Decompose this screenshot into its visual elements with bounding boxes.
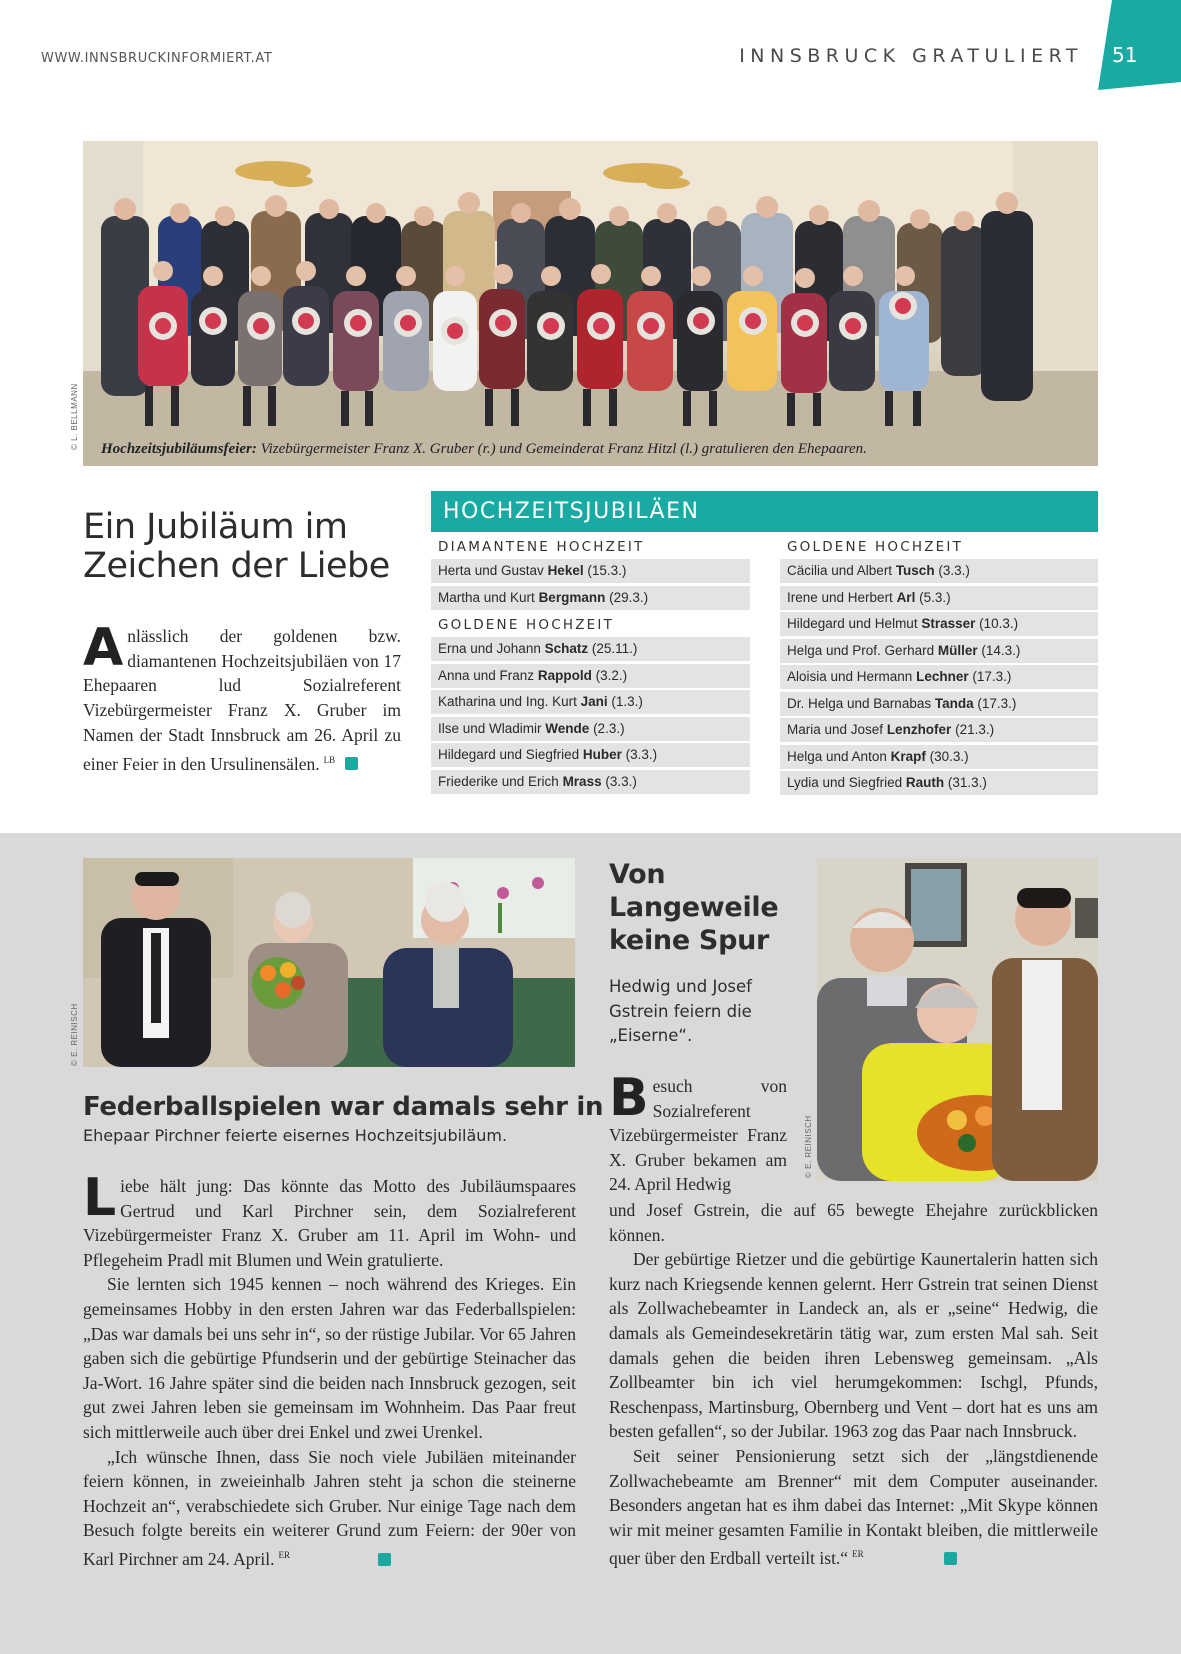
jubilee-category: GOLDENE HOCHZEIT — [787, 539, 964, 555]
couple-first-names: Aloisia und Hermann — [787, 669, 917, 684]
left-article-title: Federballspielen war damals sehr in — [83, 1092, 604, 1122]
couple-surname: Bergmann — [538, 589, 606, 605]
couple-first-names: Friederike und Erich — [438, 773, 563, 789]
jubilee-date: (2.3.) — [589, 720, 625, 736]
caption-bold: Hochzeitsjubiläumsfeier: — [101, 441, 257, 457]
jubilee-row — [431, 637, 750, 661]
group-photo-caption — [101, 441, 1088, 458]
dropcap: L — [83, 1168, 117, 1228]
page-number: 51 — [1112, 43, 1138, 67]
couple-surname: Lenzhofer — [886, 722, 952, 737]
end-mark — [378, 1553, 391, 1566]
jubilee-row — [431, 559, 750, 583]
jubilee-date: (15.3.) — [583, 563, 627, 578]
couple-first-names: Helga und Prof. Gerhard — [787, 642, 938, 658]
jubilee-date: (10.3.) — [975, 616, 1019, 631]
left-paragraph-1 — [83, 1168, 576, 1272]
right-article-lead — [609, 1068, 787, 1197]
author-signature: LB — [323, 754, 336, 765]
main-headline: Ein Jubiläum im Zeichen der Liebe — [83, 507, 390, 586]
jubilee-row — [780, 665, 1098, 689]
paragraph-text: iebe hält jung: Das könnte das Motto des Jubiläumspaares Gertrud und Karl Pirchner sein, dem Sozialreferent Vizebürgermeister Franz X. Gruber am 11. April im Wohn- und Pflegeheim Pradl mit Blumen und Wein gratulierte. — [83, 1176, 576, 1270]
couple-surname: Tusch — [895, 563, 935, 578]
couple-first-names: Hildegard und Helmut — [787, 616, 922, 631]
paragraph-text: Seit seiner Pensionierung setzt sich der „längstdienende Zollwachebeamte am Brenner“ mit dem Computer auseinander. Besonders angetan hat es ihm dabei das Internet: „Mit Skype können wir mit meiner gesamten Familie in Kontakt bleiben, die mittlerweile quer über den Erdball verteilt ist.“ — [609, 1445, 1098, 1569]
couple-surname: Rappold — [537, 667, 592, 683]
jubilee-date: (3.3.) — [934, 563, 970, 578]
intro-text: nlässlich der goldenen bzw. diamantenen Hochzeitsjubiläen von 17 Ehepaaren lud Sozialreferent Vizebürgermeister Franz X. Gruber im Namen der Stadt Innsbruck am 26. April zu einer Feier in den Ursulinensälen. — [83, 626, 401, 774]
couple-first-names: Lydia und Siegfried — [787, 775, 906, 790]
jubilee-row — [431, 690, 750, 714]
couple-first-names: Maria und Josef — [787, 722, 887, 737]
couple-surname: Krapf — [890, 748, 926, 764]
couple-first-names: Herta und Gustav — [438, 563, 548, 578]
jubilee-date: (31.3.) — [944, 775, 987, 790]
jubilee-date: (17.3.) — [968, 669, 1012, 684]
jubilee-column-right — [780, 534, 1098, 798]
section-title: INNSBRUCK GRATULIERT — [739, 45, 1083, 67]
couple-first-names: Anna und Franz — [438, 667, 538, 683]
couple-surname: Lechner — [916, 669, 969, 684]
main-intro — [83, 618, 401, 776]
couple-surname: Schatz — [544, 641, 589, 656]
jubilee-row — [431, 717, 750, 741]
right-article-body — [609, 1198, 1098, 1571]
couple-surname: Hekel — [547, 563, 584, 578]
left-paragraph-2: Sie lernten sich 1945 kennen – noch während des Krieges. Ein gemeinsames Hobby in den ersten Jahren war das Federballspielen: „Das war damals bei uns sehr in“, so der rüstige Jubilar. Vor 65 Jahren gaben sich die gebürtige Pfundserin und der gebürtige Steinacher das Ja-Wort. 16 Jahre später sind die beiden nach Innsbruck gezogen, seit gut zwei Jahren leben sie gemeinsam im Wohnheim. Das Paar freut sich mittlerweile auch über drei Enkel und zwei Urenkel. — [83, 1274, 576, 1442]
page-number-tab — [1098, 0, 1181, 90]
jubilee-row — [780, 639, 1098, 663]
paragraph-text: „Ich wünsche Ihnen, dass Sie noch viele Jubiläen miteinander feiern können, in zweieinhalb Jahren steht ja schon die steinerne Hochzeit an“, verabschiedete sich Gruber. Nur einige Tage nach dem Besuch folgte bereits ein weiterer Grund zum Feiern: der 90er von Karl Pirchner am 24. April. — [83, 1446, 576, 1569]
jubilee-row — [780, 612, 1098, 636]
dropcap: B — [609, 1068, 649, 1128]
couple-surname: Tanda — [934, 695, 974, 711]
couple-first-names: Hildegard und Siegfried — [438, 747, 583, 762]
caption-text: Vizebürgermeister Franz X. Gruber (r.) und Gemeinderat Franz Hitzl (l.) gratulieren den Ehepaaren. — [256, 441, 867, 457]
jubilee-date: (1.3.) — [607, 694, 643, 709]
couple-surname: Wende — [545, 720, 590, 736]
couple-first-names: Ilse und Wladimir — [438, 720, 546, 736]
couple-first-names: Irene und Herbert — [787, 589, 897, 605]
couple-surname: Rauth — [905, 775, 945, 790]
couple-surname: Müller — [937, 642, 978, 658]
right-article-title: Von Langeweile keine Spur — [609, 859, 779, 956]
site-url: WWW.INNSBRUCKINFORMIERT.AT — [41, 51, 273, 66]
couple-first-names: Martha und Kurt — [438, 589, 539, 605]
jubilee-row — [780, 718, 1098, 742]
left-article-subtitle: Ehepaar Pirchner feierte eisernes Hochzeitsjubiläum. — [83, 1126, 508, 1145]
couple-surname: Huber — [582, 747, 622, 762]
jubilee-row — [780, 559, 1098, 583]
group-photo — [83, 141, 1098, 466]
end-mark — [944, 1552, 957, 1565]
couple-surname: Mrass — [562, 773, 602, 789]
couple-first-names: Dr. Helga und Barnabas — [787, 695, 935, 711]
author-signature: ER — [852, 1549, 864, 1560]
couple-first-names: Erna und Johann — [438, 641, 545, 656]
jubilee-date: (30.3.) — [925, 748, 969, 764]
jubilee-date: (3.3.) — [621, 747, 658, 762]
right-lead-continued: und Josef Gstrein, die auf 65 bewegte Ehejahre zurückblicken können. — [609, 1200, 1098, 1245]
couple-surname: Jani — [580, 694, 608, 709]
jubilee-date: (3.3.) — [601, 773, 637, 789]
photo-credit-top: © L. BELLMANN — [70, 383, 79, 450]
end-mark — [345, 757, 358, 770]
jubilee-date: (21.3.) — [951, 722, 995, 737]
right-paragraph-2 — [609, 1444, 1098, 1571]
jubilee-row — [780, 586, 1098, 610]
jubilee-date: (25.11.) — [588, 641, 638, 656]
dropcap: A — [83, 618, 124, 678]
left-paragraph-3 — [83, 1445, 576, 1572]
jubilee-date: (29.3.) — [605, 589, 649, 605]
jubilee-category: DIAMANTENE HOCHZEIT — [438, 539, 645, 555]
couple-first-names: Helga und Anton — [787, 748, 891, 764]
jubilee-row — [780, 692, 1098, 716]
jubilee-row — [431, 743, 750, 767]
jubilee-column-left — [431, 534, 750, 796]
jubilee-date: (5.3.) — [915, 589, 951, 605]
couple-first-names: Cäcilia und Albert — [787, 563, 896, 578]
jubilee-category: GOLDENE HOCHZEIT — [438, 617, 615, 633]
jubilee-row — [780, 771, 1098, 795]
jubilee-date: (14.3.) — [977, 642, 1021, 658]
right-article-subtitle: Hedwig und Josef Gstrein feiern die „Eiserne“. — [609, 977, 752, 1045]
photo-credit-right: © E. REINISCH — [804, 1115, 813, 1178]
lead-text: esuch von Sozialreferent Vizebürgermeister Franz X. Gruber bekamen am 24. April Hedwig — [609, 1076, 787, 1195]
jubilee-date: (3.2.) — [591, 667, 628, 683]
author-signature: ER — [278, 1549, 290, 1560]
pirchner-photo — [83, 858, 575, 1067]
gstrein-photo — [817, 858, 1098, 1181]
photo-credit-left: © E. REINISCH — [70, 1003, 79, 1066]
couple-surname: Arl — [896, 589, 916, 605]
couple-surname: Strasser — [921, 616, 976, 631]
jubilee-row — [431, 586, 750, 610]
left-article-body — [83, 1168, 576, 1571]
jubilee-row — [431, 664, 750, 688]
couple-first-names: Katharina und Ing. Kurt — [438, 694, 581, 709]
jubilee-row — [780, 745, 1098, 769]
right-paragraph-1: Der gebürtige Rietzer und die gebürtige Kaunertalerin hatten sich kurz nach Kriegsende kennen gelernt. Herr Gstrein trat seinen Dienst als Zollwachebeamter in Landeck an, als er „seine“ Hedwig, die damals als Gemeindesekretärin tätig war, zum ersten Mal sah. Seit damals gehen die beiden ihren Lebensweg gemeinsam. „Als Zollbeamter bin ich viel herumgekommen: Ischgl, Pfunds, Reschenpass, Martinsburg, Obernberg und Vent – dort hat es uns am besten gefallen“, so der Jubilar. 1963 zog das Paar nach Innsbruck. — [609, 1249, 1098, 1442]
jubilee-date: (17.3.) — [973, 695, 1017, 711]
jubilee-table-title: HOCHZEITSJUBILÄEN — [431, 491, 1098, 532]
jubilee-row — [431, 770, 750, 794]
